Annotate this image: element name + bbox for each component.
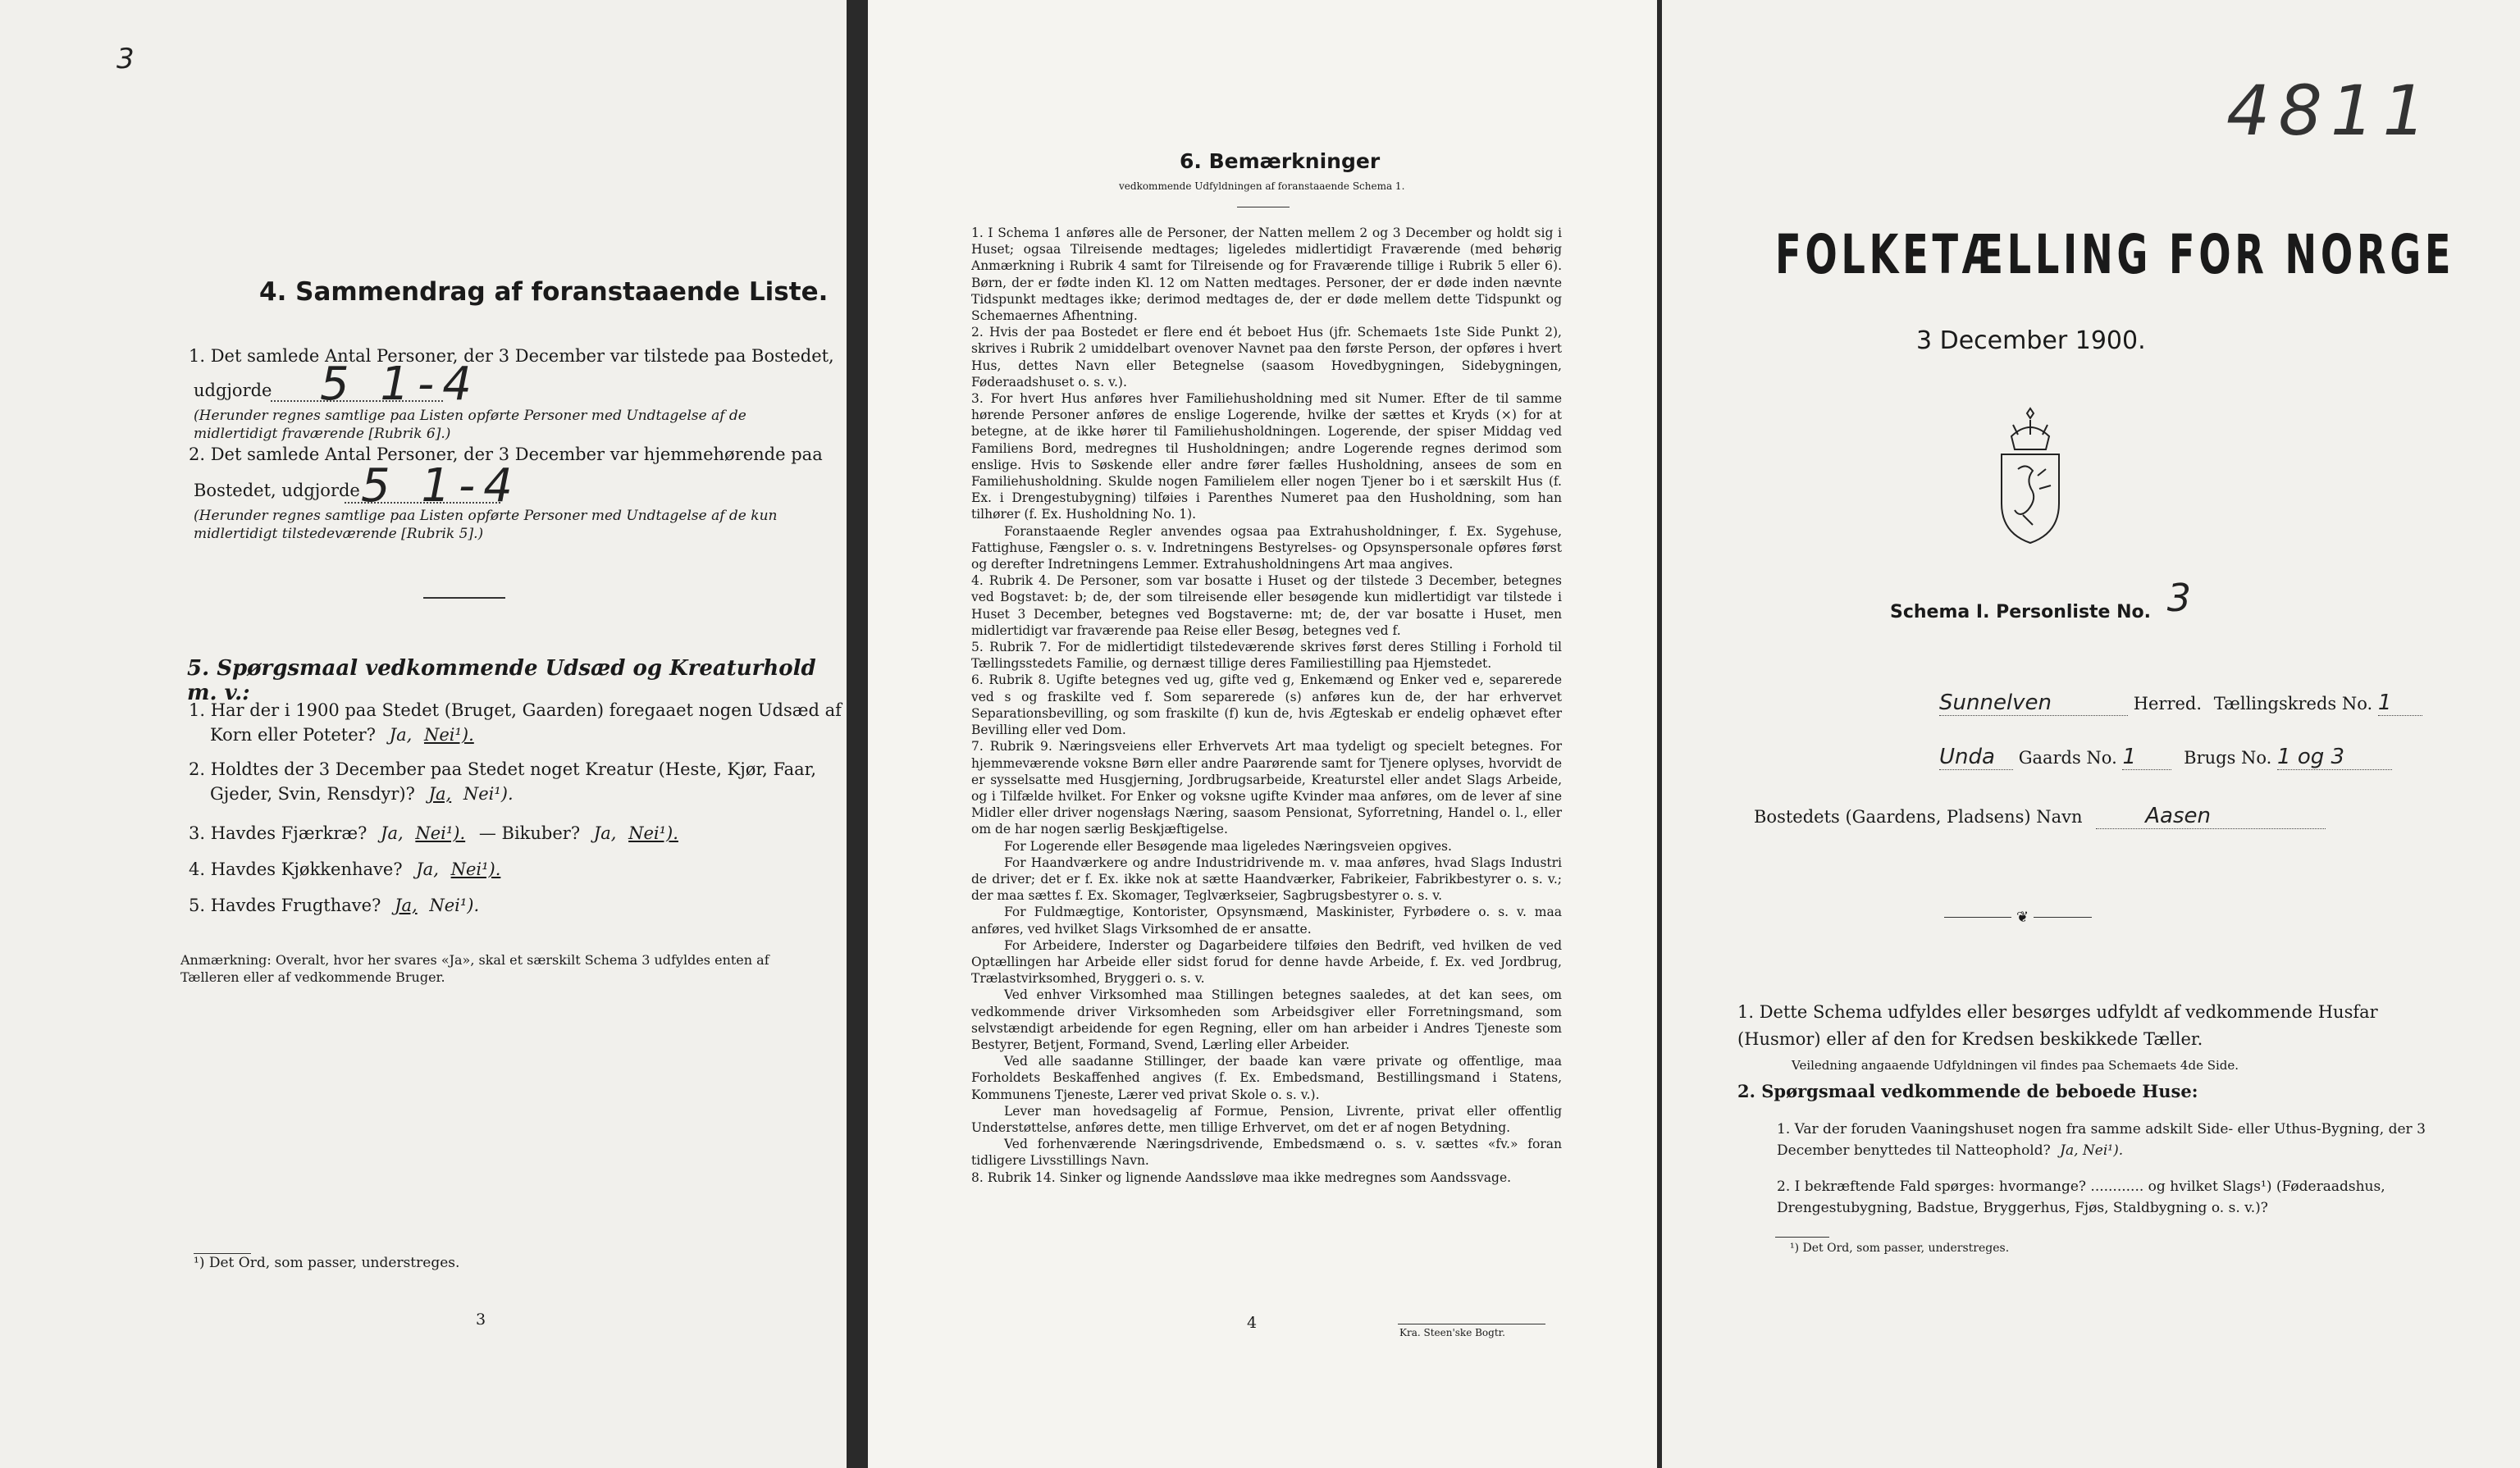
anmerkning-note: Anmærkning: Overalt, hvor her svares «Ja», skal et særskilt Schema 3 udfyldes enten af Tælleren eller af vedkommende Bruger. <box>180 952 769 985</box>
s5-q1-line1: 1. Har der i 1900 paa Stedet (Bruget, Gaarden) foregaaet nogen Udsæd af <box>189 700 842 720</box>
q1-label: udgjorde <box>194 381 272 400</box>
kreds-value: 1 <box>2378 691 2422 716</box>
section4-title: 4. Sammendrag af foranstaaende Liste. <box>259 277 829 307</box>
remark-paragraph: Ved alle saadanne Stillinger, der baade kan være private og offentlige, maa Forholdets Beskaffenhed angives (f. Ex. Embedsmand, Bestillingsmand i Statens, Kommunens Tjeneste, Lærer ved privat Skole o. s. v.). <box>971 1054 1562 1102</box>
s5-q3b-question: — Bikuber? <box>478 823 581 843</box>
gaards-label: Gaards No. <box>2018 748 2117 768</box>
s5-q5 <box>189 894 479 917</box>
q2-note: (Herunder regnes samtlige paa Listen opførte Personer med Undtagelse af de kun midlertidigt tilstedeværende [Rubrik 5].) <box>194 508 778 542</box>
bosted-value: Aasen <box>2096 804 2326 829</box>
s5-q2-nei: Nei¹). <box>463 784 514 804</box>
footnote-rule-right <box>1775 1237 1829 1238</box>
herred-value: Sunnelven <box>1939 691 2128 716</box>
brugs-label: Brugs No. <box>2184 748 2272 768</box>
q2-label: Bostedet, udgjorde <box>194 481 360 500</box>
q1-text: 1. Det samlede Antal Personer, der 3 December var tilstede paa Bostedet, <box>189 346 834 366</box>
instruction-1: 1. Dette Schema udfyldes eller besørges udfyldt af vedkommende Husfar (Husmor) eller af den for Kredsen beskikkede Tæller. <box>1737 1002 2378 1049</box>
s5-q3-nei: Nei¹). <box>415 823 466 843</box>
s5-q3-ja: Ja, <box>381 823 404 843</box>
instruction-1-note: Veiledning angaaende Udfyldningen vil findes paa Schemaets 4de Side. <box>1792 1058 2239 1073</box>
s5-q2-line2 <box>210 782 514 805</box>
remark-paragraph: 1. I Schema 1 anføres alle de Personer, der Natten mellem 2 og 3 December og holdt sig i Huset; ogsaa Tilreisende medtages; ligeledes midlertidigt Fraværende (med behørig Anmærkning i Rubrik 4 samt for Tilreisende og for Fraværende tillige i Rubrik 5 eller 6). Børn, der er fødte inden Kl. 12 om Natten medtages. Personer, der er døde inden nævnte Tidspunkt medtages ikke; derimod medtages de, der er døde mellem dette Tidspunkt og Schemaernes Afhentning. <box>971 226 1562 324</box>
remarks-subtitle: vedkommende Udfyldningen af foranstaaende Schema 1. <box>1119 180 1405 192</box>
remarks-body <box>971 225 1562 1186</box>
instruction-2: 2. Spørgsmaal vedkommende de beboede Huse: <box>1737 1081 2198 1101</box>
remark-paragraph: Ved enhver Virksomhed maa Stillingen betegnes saaledes, at det kan sees, om vedkommende driver Virksomheden som Arbeidsgiver eller Forretningsmand, som selvstændigt arbeidende for egen Regning, eller om han arbeider i Andres Tjeneste som Bestyrer, Betjent, Formand, Svend, Lærling eller Arbeider. <box>971 987 1562 1052</box>
q1-value: 5 1-4 <box>320 358 480 411</box>
gaard-value: Unda <box>1939 745 2013 770</box>
s5-q5-question: 5. Havdes Frugthave? <box>189 896 381 915</box>
s5-q4-nei: Nei¹). <box>450 859 501 879</box>
remark-paragraph: 4. Rubrik 4. De Personer, som var bosatte i Huset og der tilstede 3 December, betegnes ved Bogstavet: b; de, der som tilreisende eller besøgende kun midlertidigt var tilstede i Huset 3 December, betegnes ved Bogstaverne: mt; de, der var bosatte i Huset, men midlertidigt var fraværende paa Reise eller Besøg, betegnes ved f. <box>971 573 1562 638</box>
remark-paragraph: Ved forhenværende Næringsdrivende, Embedsmænd o. s. v. sættes «fv.» foran tidligere Livsstillings Navn. <box>971 1137 1562 1169</box>
left-page <box>0 0 847 1468</box>
form-title: FOLKETÆLLING FOR NORGE <box>1775 223 2455 286</box>
s5-q4 <box>189 858 500 881</box>
page-number-middle: 4 <box>1247 1314 1258 1332</box>
bosted-label: Bostedets (Gaardens, Pladsens) Navn <box>1754 807 2083 827</box>
gaard-line <box>1939 745 2392 770</box>
herred-line <box>1939 691 2422 716</box>
book-gutter-left <box>847 0 868 1468</box>
s5-q3 <box>189 822 678 845</box>
s5-q5-nei: Nei¹). <box>429 896 480 915</box>
schema-line <box>1890 576 2191 625</box>
remark-paragraph: For Haandværkere og andre Industridrivende m. v. maa anføres, hvad Slags Industri de driver; det er f. Ex. ikke nok at sætte Haandværker, Fabrikeier, Fabrikbestyrer o. s. v.; der maa sættes f. Ex. Skomager, Teglværkseier, Sagbrugsbestyrer o. s. v. <box>971 855 1562 904</box>
s5-q2-ja: Ja, <box>428 784 452 804</box>
q1-note: (Herunder regnes samtlige paa Listen opførte Personer med Undtagelse af de midlertidigt fraværende [Rubrik 6].) <box>194 408 746 442</box>
section5-title: 5. Spørgsmaal vedkommende Udsæd og Kreaturhold m. v.: <box>187 656 816 705</box>
s5-q4-question: 4. Havdes Kjøkkenhave? <box>189 859 403 879</box>
ornament-icon: ❦ <box>2011 909 2034 926</box>
section-divider <box>423 597 505 599</box>
s5-q1-line2 <box>210 723 474 746</box>
brugs-value: 1 og 3 <box>2277 745 2392 770</box>
page-number-left: 3 <box>476 1311 486 1329</box>
remarks-title: 6. Bemærkninger <box>1180 149 1381 173</box>
herred-label: Herred. <box>2133 694 2203 713</box>
s5-q1-nei: Nei¹). <box>423 725 474 745</box>
footnote-right: ¹) Det Ord, som passer, understreges. <box>1790 1242 2010 1255</box>
bosted-line <box>1754 804 2326 829</box>
remark-paragraph: For Fuldmægtige, Kontorister, Opsynsmænd, Maskinister, Fyrbødere o. s. v. maa anføres, ved hvilket Slags Virksomhed de er ansatte. <box>971 905 1562 937</box>
remark-paragraph: Lever man hovedsagelig af Formue, Pension, Livrente, privat eller offentlig Understøttelse, anføres dette, men tillige Erhvervet, om det er af nogen Betydning. <box>971 1103 1562 1135</box>
remark-paragraph: For Arbeidere, Inderster og Dagarbeidere tilføies den Bedrift, ved hvilken de ved Optællingen har Arbeide eller sidst forud for denne havde Arbeide, f. Ex. ved Jordbrug, Trælastvirksomhed, Bryggeri o. s. v. <box>971 937 1562 987</box>
footnote-rule <box>194 1253 251 1254</box>
s5-q2-line1: 2. Holdtes der 3 December paa Stedet noget Kreatur (Heste, Kjør, Faar, <box>189 759 817 779</box>
s5-q3b-ja: Ja, <box>593 823 617 843</box>
q2-value: 5 1-4 <box>361 459 521 513</box>
schema-number: 3 <box>2166 576 2191 620</box>
remark-paragraph: 2. Hvis der paa Bostedet er flere end ét beboet Hus (jfr. Schemaets 1ste Side Punkt 2), skrives i Rubrik 2 umiddelbart ovenover Navnet paa den første Person, der opføres i hvert Hus, dettes Navn eller Betegnelse (saasom Hovedbygningen, Sidebygningen, Føderaadshuset o. s. v.). <box>971 325 1562 390</box>
s5-q5-ja: Ja, <box>395 896 418 915</box>
s5-q3b-nei: Nei¹). <box>628 823 678 843</box>
remark-paragraph: For Logerende eller Besøgende maa ligeledes Næringsveien opgives. <box>1004 838 1452 854</box>
instruction-2-q1-text: 1. Var der foruden Vaaningshuset nogen fra samme adskilt Side- eller Uthus-Bygning, der 3 December benyttedes til Natteophold? <box>1777 1121 2426 1159</box>
remark-paragraph: 6. Rubrik 8. Ugifte betegnes ved ug, gifte ved g, Enkemænd og Enker ved e, separerede ved s og fraskilte ved f. Som separerede (s) anføres kun de, der har erhvervet Separationsbevilling, og som fraskilte (f) kun de, hvis Ægteskab er endelig ophævet efter Bevilling eller ved Dom. <box>971 672 1562 738</box>
remark-paragraph: 5. Rubrik 7. For de midlertidigt tilstedeværende skrives først deres Stilling i Forhold til Tællingsstedets Familie, og dernæst tillige deres Familiestilling paa Hjemstedet. <box>971 640 1562 672</box>
s5-q4-ja: Ja, <box>416 859 439 879</box>
q2-text: 2. Det samlede Antal Personer, der 3 December var hjemmehørende paa <box>189 445 823 464</box>
s5-q2-question: Gjeder, Svin, Rensdyr)? <box>210 784 415 804</box>
remark-paragraph: 7. Rubrik 9. Næringsveiens eller Erhvervets Art maa tydeligt og specielt betegnes. For hjemmeværende voksne Børn eller andre Paarørende samt for Tjenere oplyses, hvorvidt de er sysselsatte med Husgjerning, Jordbrugsarbeide, Kreaturstel eller andet Slags Arbeide, og i Tilfælde hvilket. For Enker og voksne ugifte Kvinder maa anføres, om de lever af sine Midler eller driver nogensłags Næring, saasom Pensionat, Syforretning, Handel o. l., eller om de har nogen særlig Beskjæftigelse. <box>971 739 1562 837</box>
middle-page <box>868 0 1657 1468</box>
corner-mark: 3 <box>116 43 135 75</box>
kreds-label: Tællingskreds No. <box>2213 694 2373 713</box>
remark-paragraph: 3. For hvert Hus anføres hver Familiehusholdning med sit Numer. Efter de til samme hørende Personer anføres de enslige Logerende, hvilke der sættes et Kryds (×) for at betegne, at de ikke hører til Familiehusholdningen. Logerende, der spiser Middag ved Familiens Bord, medregnes til Husholdningen; andre Logerende regnes derimod som enslige. Hvis to Søskende eller andre fører fælles Husholdning, ansees de som en Familiehusholdning. Skulde nogen Familielem eller nogen Tjener bo i et særskilt Hus (f. Ex. i Drengestubygning) tilføies i Parenthes Numeret paa den Husholdning, som han tilhører (f. Ex. Husholdning No. 1). <box>971 391 1562 522</box>
right-page <box>1662 0 2520 1468</box>
instruction-2-q1-answer: Ja, Nei¹). <box>2060 1142 2124 1159</box>
instruction-2-q2: 2. I bekræftende Fald spørges: hvormange? ............ og hvilket Slags¹) (Føderaadshus, Drengestubygning, Badstue, Bryggerhus, Fjøs, Staldbygning o. s. v.)? <box>1777 1179 2385 1216</box>
census-date: 3 December 1900. <box>1916 326 2146 355</box>
gaards-value: 1 <box>2122 745 2171 770</box>
printer-name: Kra. Steen'ske Bogtr. <box>1399 1327 1505 1338</box>
instruction-2-q1 <box>1777 1119 2433 1161</box>
footnote: ¹) Det Ord, som passer, understreges. <box>194 1255 460 1271</box>
remark-paragraph: 8. Rubrik 14. Sinker og lignende Aandssløve maa ikke medregnes som Aandssvage. <box>971 1169 1512 1185</box>
remark-paragraph: Foranstaaende Regler anvendes ogsaa paa Extrahusholdninger, f. Ex. Sygehuse, Fattighuse, Fængsler o. s. v. Indretningens Bestyrelses- og Opsynspersonale opføres først og derefter Indretningens Lemmer. Extrahusholdningens Art maa angives. <box>971 523 1562 572</box>
s5-q3-question: 3. Havdes Fjærkræ? <box>189 823 368 843</box>
s5-q1-question: Korn eller Poteter? <box>210 725 376 745</box>
coat-of-arms-icon <box>1993 403 2067 548</box>
schema-label: Schema I. Personliste No. <box>1890 602 2152 622</box>
s5-q1-ja: Ja, <box>389 725 413 745</box>
archive-number: 4811 <box>2226 71 2435 151</box>
